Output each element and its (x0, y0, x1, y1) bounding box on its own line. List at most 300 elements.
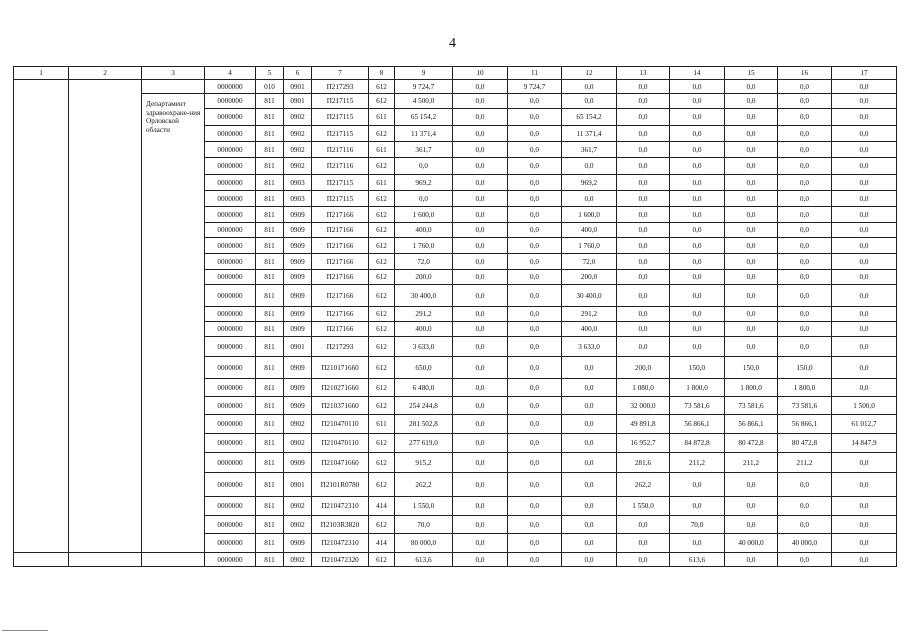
table-cell: 0,0 (725, 158, 778, 175)
table-cell: 200,0 (617, 357, 670, 379)
table-cell: 0,0 (670, 207, 725, 223)
table-cell: 612 (369, 357, 395, 379)
table-cell: 0,0 (453, 322, 508, 337)
table-cell: 11 371,4 (395, 126, 453, 142)
column-header: 16 (778, 67, 832, 80)
column-header: 10 (453, 67, 508, 80)
department-name: Департамент здравоохране-ния Орловской области (142, 94, 205, 553)
table-cell: 0000000 (205, 415, 256, 434)
col2-blank (69, 553, 142, 567)
table-cell: П217166 (312, 322, 369, 337)
table-cell: 612 (369, 473, 395, 497)
table-cell: 0,0 (453, 223, 508, 238)
table-cell: 0,0 (562, 434, 617, 453)
table-cell: 0,0 (832, 109, 897, 126)
table-cell: 0,0 (508, 158, 562, 175)
table-cell: 281 502,8 (395, 415, 453, 434)
table-cell: 0902 (284, 158, 312, 175)
table-row (14, 553, 897, 567)
table-cell: 0,0 (832, 357, 897, 379)
table-cell: 0000000 (205, 109, 256, 126)
table-cell: 0,0 (725, 109, 778, 126)
table-cell: 0,0 (670, 223, 725, 238)
table-cell: 0,0 (725, 80, 778, 94)
table-cell: 612 (369, 322, 395, 337)
table-cell: 0,0 (562, 534, 617, 553)
table-cell: 0,0 (617, 175, 670, 191)
table-cell: 811 (256, 357, 284, 379)
table-cell: 0,0 (778, 473, 832, 497)
table-cell: 811 (256, 238, 284, 254)
table-cell: 0000000 (205, 534, 256, 553)
table-cell: 0,0 (832, 307, 897, 322)
table-cell: 0,0 (617, 337, 670, 357)
table-cell: 0,0 (617, 94, 670, 109)
table-cell: 56 866,1 (670, 415, 725, 434)
table-cell: 1 600,0 (395, 207, 453, 223)
table-cell: 0,0 (617, 270, 670, 285)
table-cell: 0,0 (725, 94, 778, 109)
table-cell: 0,0 (508, 553, 562, 567)
column-header: 17 (832, 67, 897, 80)
table-cell: 0,0 (617, 285, 670, 307)
table-cell: 211,2 (725, 453, 778, 473)
table-cell: 0,0 (508, 270, 562, 285)
table-cell: 0909 (284, 322, 312, 337)
table-cell: 0,0 (508, 337, 562, 357)
table-cell: 0000000 (205, 191, 256, 207)
table-cell: 811 (256, 142, 284, 158)
table-cell: 0909 (284, 238, 312, 254)
table-cell: 0,0 (453, 397, 508, 415)
table-cell: 0,0 (670, 497, 725, 516)
table-cell: 0901 (284, 94, 312, 109)
table-cell: П217166 (312, 223, 369, 238)
table-cell: 0,0 (832, 322, 897, 337)
table-cell: 0,0 (617, 534, 670, 553)
table-cell: 612 (369, 307, 395, 322)
table-cell: 811 (256, 94, 284, 109)
table-cell: 1 800,0 (670, 379, 725, 397)
table-cell: 61 012,7 (832, 415, 897, 434)
table-cell: 811 (256, 175, 284, 191)
table-cell: 811 (256, 553, 284, 567)
table-cell: 0,0 (453, 158, 508, 175)
table-cell: 0,0 (778, 516, 832, 534)
table-cell: 0,0 (508, 473, 562, 497)
table-cell: 0000000 (205, 175, 256, 191)
table-cell: 0,0 (508, 175, 562, 191)
table-cell: 0,0 (562, 553, 617, 567)
table-cell: 0909 (284, 254, 312, 270)
table-cell: 0,0 (617, 158, 670, 175)
table-cell: 0,0 (453, 337, 508, 357)
table-cell: 0,0 (670, 254, 725, 270)
table-cell: 0,0 (725, 473, 778, 497)
table-cell: 0,0 (617, 322, 670, 337)
table-cell: 0,0 (508, 94, 562, 109)
table-cell: 0,0 (453, 191, 508, 207)
table-cell: 0,0 (778, 142, 832, 158)
page-number: 4 (449, 36, 456, 51)
table-cell: 0,0 (725, 285, 778, 307)
table-cell: 0000000 (205, 473, 256, 497)
table-cell: 0,0 (725, 254, 778, 270)
table-cell: 0000000 (205, 516, 256, 534)
table-cell: 0000000 (205, 158, 256, 175)
table-cell: 0000000 (205, 80, 256, 94)
table-cell: 0,0 (508, 191, 562, 207)
table-cell: П217166 (312, 254, 369, 270)
table-cell: П217115 (312, 126, 369, 142)
column-header: 3 (142, 67, 205, 80)
column-header: 13 (617, 67, 670, 80)
table-cell: 4 500,0 (395, 94, 453, 109)
table-cell: П217293 (312, 80, 369, 94)
table-cell: 0902 (284, 497, 312, 516)
table-cell: 0,0 (562, 357, 617, 379)
header-row (14, 67, 897, 80)
table-cell: 0,0 (453, 357, 508, 379)
table-cell: 400,0 (395, 223, 453, 238)
table-cell: 0,0 (725, 175, 778, 191)
table-cell: 16 952,7 (617, 434, 670, 453)
table-cell: 0,0 (778, 307, 832, 322)
table-cell: 0,0 (562, 379, 617, 397)
table-cell: 0,0 (832, 238, 897, 254)
table-cell: 0,0 (508, 415, 562, 434)
column-header: 5 (256, 67, 284, 80)
table-cell: 0000000 (205, 357, 256, 379)
table-cell: 0,0 (725, 142, 778, 158)
table-cell: 0901 (284, 80, 312, 94)
table-cell: 0000000 (205, 238, 256, 254)
table-cell: П217116 (312, 158, 369, 175)
table-cell: 0,0 (395, 158, 453, 175)
table-cell: 0,0 (832, 142, 897, 158)
table-cell: 414 (369, 497, 395, 516)
table-cell: 0000000 (205, 379, 256, 397)
table-cell: 0,0 (453, 238, 508, 254)
table-cell: П210470110 (312, 434, 369, 453)
table-cell: 611 (369, 175, 395, 191)
table-cell: 612 (369, 270, 395, 285)
table-cell: 80 472,8 (778, 434, 832, 453)
table-cell: П2103R3820 (312, 516, 369, 534)
table-cell: 0,0 (453, 553, 508, 567)
table-cell: 0,0 (508, 357, 562, 379)
table-cell: 281,6 (617, 453, 670, 473)
column-header: 11 (508, 67, 562, 80)
table-cell: 1 760,0 (562, 238, 617, 254)
table-cell: 0,0 (832, 158, 897, 175)
table-cell: 9 724,7 (395, 80, 453, 94)
table-cell: 0,0 (453, 497, 508, 516)
table-cell: 0000000 (205, 285, 256, 307)
table-cell: 0902 (284, 516, 312, 534)
table-cell: 56 866,1 (725, 415, 778, 434)
table-cell: 70,0 (395, 516, 453, 534)
table-cell: 0,0 (508, 379, 562, 397)
table-cell: 811 (256, 397, 284, 415)
table-cell: 400,0 (562, 322, 617, 337)
table-cell: 0,0 (453, 434, 508, 453)
table-cell: П217166 (312, 238, 369, 254)
table-cell: 211,2 (778, 453, 832, 473)
table-cell: 612 (369, 94, 395, 109)
table-cell: 0,0 (832, 207, 897, 223)
table-cell: 1 500,0 (832, 397, 897, 415)
table-cell: 0,0 (508, 238, 562, 254)
table-cell: 811 (256, 534, 284, 553)
table-cell: 0,0 (453, 80, 508, 94)
table-cell: 70,0 (670, 516, 725, 534)
table-cell: 612 (369, 337, 395, 357)
table-cell: 0,0 (778, 553, 832, 567)
table-cell: 0,0 (670, 94, 725, 109)
table-cell: П217115 (312, 109, 369, 126)
table-cell: 1 600,0 (562, 207, 617, 223)
table-cell: 612 (369, 223, 395, 238)
table-cell: 0000000 (205, 497, 256, 516)
table-cell: 0901 (284, 473, 312, 497)
table-cell: 0,0 (725, 191, 778, 207)
table-cell: 150,0 (670, 357, 725, 379)
table-cell: 1 800,0 (778, 379, 832, 397)
table-cell: 73 581,6 (725, 397, 778, 415)
table-cell: 811 (256, 207, 284, 223)
table-cell: 414 (369, 534, 395, 553)
table-cell: 0000000 (205, 207, 256, 223)
table-cell: 0,0 (778, 337, 832, 357)
table-cell: 0,0 (453, 379, 508, 397)
table-cell: 0,0 (725, 126, 778, 142)
table-cell: 612 (369, 453, 395, 473)
table-cell: 49 891,8 (617, 415, 670, 434)
table-cell: П210471660 (312, 453, 369, 473)
table-cell: П217166 (312, 270, 369, 285)
column-header: 7 (312, 67, 369, 80)
table-cell: 0,0 (670, 175, 725, 191)
table-cell: 0,0 (562, 497, 617, 516)
column-header: 12 (562, 67, 617, 80)
table-cell: 0,0 (778, 497, 832, 516)
table-cell: 0,0 (617, 109, 670, 126)
table-cell: 14 847,9 (832, 434, 897, 453)
table-cell: 0,0 (562, 473, 617, 497)
table-cell: 0909 (284, 270, 312, 285)
column-header: 9 (395, 67, 453, 80)
table-cell: 0,0 (617, 307, 670, 322)
table-cell: 0,0 (508, 207, 562, 223)
table-cell: 612 (369, 80, 395, 94)
table-cell: 0,0 (508, 285, 562, 307)
table-cell: 0,0 (670, 158, 725, 175)
table-cell: 0,0 (778, 223, 832, 238)
table-cell: 9 724,7 (508, 80, 562, 94)
table-cell: 211,2 (670, 453, 725, 473)
table-cell: 0,0 (725, 207, 778, 223)
table-cell: 80 000,0 (395, 534, 453, 553)
table-cell: 811 (256, 434, 284, 453)
table-cell: 811 (256, 322, 284, 337)
table-cell: 811 (256, 254, 284, 270)
table-cell: 0,0 (778, 322, 832, 337)
table-cell: 72,0 (562, 254, 617, 270)
table-cell: П210371660 (312, 397, 369, 415)
table-cell: 0,0 (778, 207, 832, 223)
table-cell: 11 371,4 (562, 126, 617, 142)
table-cell: 0909 (284, 379, 312, 397)
table-cell: 150,0 (778, 357, 832, 379)
table-cell: П217166 (312, 207, 369, 223)
table-cell: 0,0 (453, 270, 508, 285)
budget-table (13, 66, 897, 567)
table-cell: 361,7 (562, 142, 617, 158)
table-cell: 0902 (284, 434, 312, 453)
table-cell: 0,0 (778, 238, 832, 254)
col1-blank (14, 553, 69, 567)
table-cell: 0,0 (508, 453, 562, 473)
table-body (14, 80, 897, 567)
table-cell: 0000000 (205, 453, 256, 473)
table-cell: 612 (369, 379, 395, 397)
table-cell: 811 (256, 223, 284, 238)
table-cell: П210271660 (312, 379, 369, 397)
table-cell: 0902 (284, 553, 312, 567)
column-header: 1 (14, 67, 69, 80)
table-cell: П210472320 (312, 553, 369, 567)
table-cell: 0,0 (670, 337, 725, 357)
table-cell: 0903 (284, 191, 312, 207)
table-cell: 0,0 (562, 415, 617, 434)
table-cell: 0000000 (205, 254, 256, 270)
table-cell: 6 480,0 (395, 379, 453, 397)
table-cell: 811 (256, 270, 284, 285)
table-cell: 811 (256, 415, 284, 434)
table-cell: 0902 (284, 142, 312, 158)
table-cell: 80 472,8 (725, 434, 778, 453)
table-cell: 0,0 (725, 223, 778, 238)
table-header (14, 67, 897, 80)
table-cell: 0,0 (453, 453, 508, 473)
table-cell: 0902 (284, 126, 312, 142)
table-cell: 0,0 (725, 270, 778, 285)
table-cell: 0,0 (832, 473, 897, 497)
table-cell: 0,0 (832, 191, 897, 207)
table-cell: 612 (369, 516, 395, 534)
table-cell: 0,0 (453, 473, 508, 497)
table-cell: 0,0 (670, 80, 725, 94)
table-cell: 0,0 (832, 270, 897, 285)
table-cell: 0,0 (562, 397, 617, 415)
table-cell: 0,0 (832, 80, 897, 94)
table-cell: 811 (256, 307, 284, 322)
table-cell: 612 (369, 126, 395, 142)
table-cell: 0,0 (725, 497, 778, 516)
table-cell: 291,2 (395, 307, 453, 322)
table-cell: 200,0 (395, 270, 453, 285)
table-cell: 0,0 (670, 238, 725, 254)
table-cell: 0,0 (453, 285, 508, 307)
table-cell: 0,0 (670, 126, 725, 142)
table-cell: 0,0 (778, 285, 832, 307)
table-cell: 0,0 (832, 126, 897, 142)
table-cell: 0,0 (508, 307, 562, 322)
table-cell: 0,0 (453, 207, 508, 223)
table-cell: 811 (256, 379, 284, 397)
column-header: 4 (205, 67, 256, 80)
table-cell: 0,0 (778, 80, 832, 94)
table-cell: 612 (369, 238, 395, 254)
table-cell: 0903 (284, 175, 312, 191)
table-cell: 0,0 (725, 337, 778, 357)
table-cell: 0909 (284, 223, 312, 238)
column-header: 15 (725, 67, 778, 80)
column-header: 2 (69, 67, 142, 80)
table-cell: 612 (369, 285, 395, 307)
table-cell: 0,0 (562, 453, 617, 473)
table-cell: 30 400,0 (562, 285, 617, 307)
table-cell: 0,0 (832, 223, 897, 238)
table-cell: 0,0 (670, 109, 725, 126)
table-cell: 361,7 (395, 142, 453, 158)
table-cell: П217115 (312, 175, 369, 191)
table-cell: 0,0 (832, 497, 897, 516)
table-cell: 72,0 (395, 254, 453, 270)
table-cell: 0901 (284, 337, 312, 357)
table-cell: 0,0 (778, 158, 832, 175)
table-cell: 612 (369, 207, 395, 223)
table-cell: 291,2 (562, 307, 617, 322)
table-cell: 811 (256, 473, 284, 497)
table-cell: 400,0 (562, 223, 617, 238)
table-cell: 32 000,0 (617, 397, 670, 415)
table-cell: 811 (256, 126, 284, 142)
table-cell: 0,0 (832, 379, 897, 397)
table-cell: 0,0 (617, 207, 670, 223)
table-cell: 262,2 (395, 473, 453, 497)
col3-blank (142, 80, 205, 94)
table-cell: 0000000 (205, 223, 256, 238)
table-cell: 0,0 (670, 142, 725, 158)
table-cell: 0,0 (670, 534, 725, 553)
table-cell: 0,0 (832, 337, 897, 357)
table-cell: 65 154,2 (395, 109, 453, 126)
table-cell: 0,0 (508, 534, 562, 553)
table-cell: 0,0 (725, 322, 778, 337)
table-cell: 0,0 (453, 307, 508, 322)
table-cell: 0,0 (725, 516, 778, 534)
table-cell: 0,0 (670, 322, 725, 337)
table-cell: 0000000 (205, 307, 256, 322)
table-cell: 3 633,0 (395, 337, 453, 357)
table-cell: 0,0 (453, 94, 508, 109)
table-row (14, 80, 897, 94)
table-cell: 0000000 (205, 553, 256, 567)
col1-blank (14, 80, 69, 553)
table-cell: 1 550,0 (395, 497, 453, 516)
table-cell: 0,0 (508, 434, 562, 453)
table-cell: 612 (369, 397, 395, 415)
table-cell: 969,2 (395, 175, 453, 191)
table-cell: 0,0 (453, 175, 508, 191)
table-cell: 612 (369, 191, 395, 207)
table-cell: 0909 (284, 397, 312, 415)
table-cell: 0,0 (562, 80, 617, 94)
table-cell: 0,0 (617, 223, 670, 238)
table-cell: 0,0 (670, 191, 725, 207)
